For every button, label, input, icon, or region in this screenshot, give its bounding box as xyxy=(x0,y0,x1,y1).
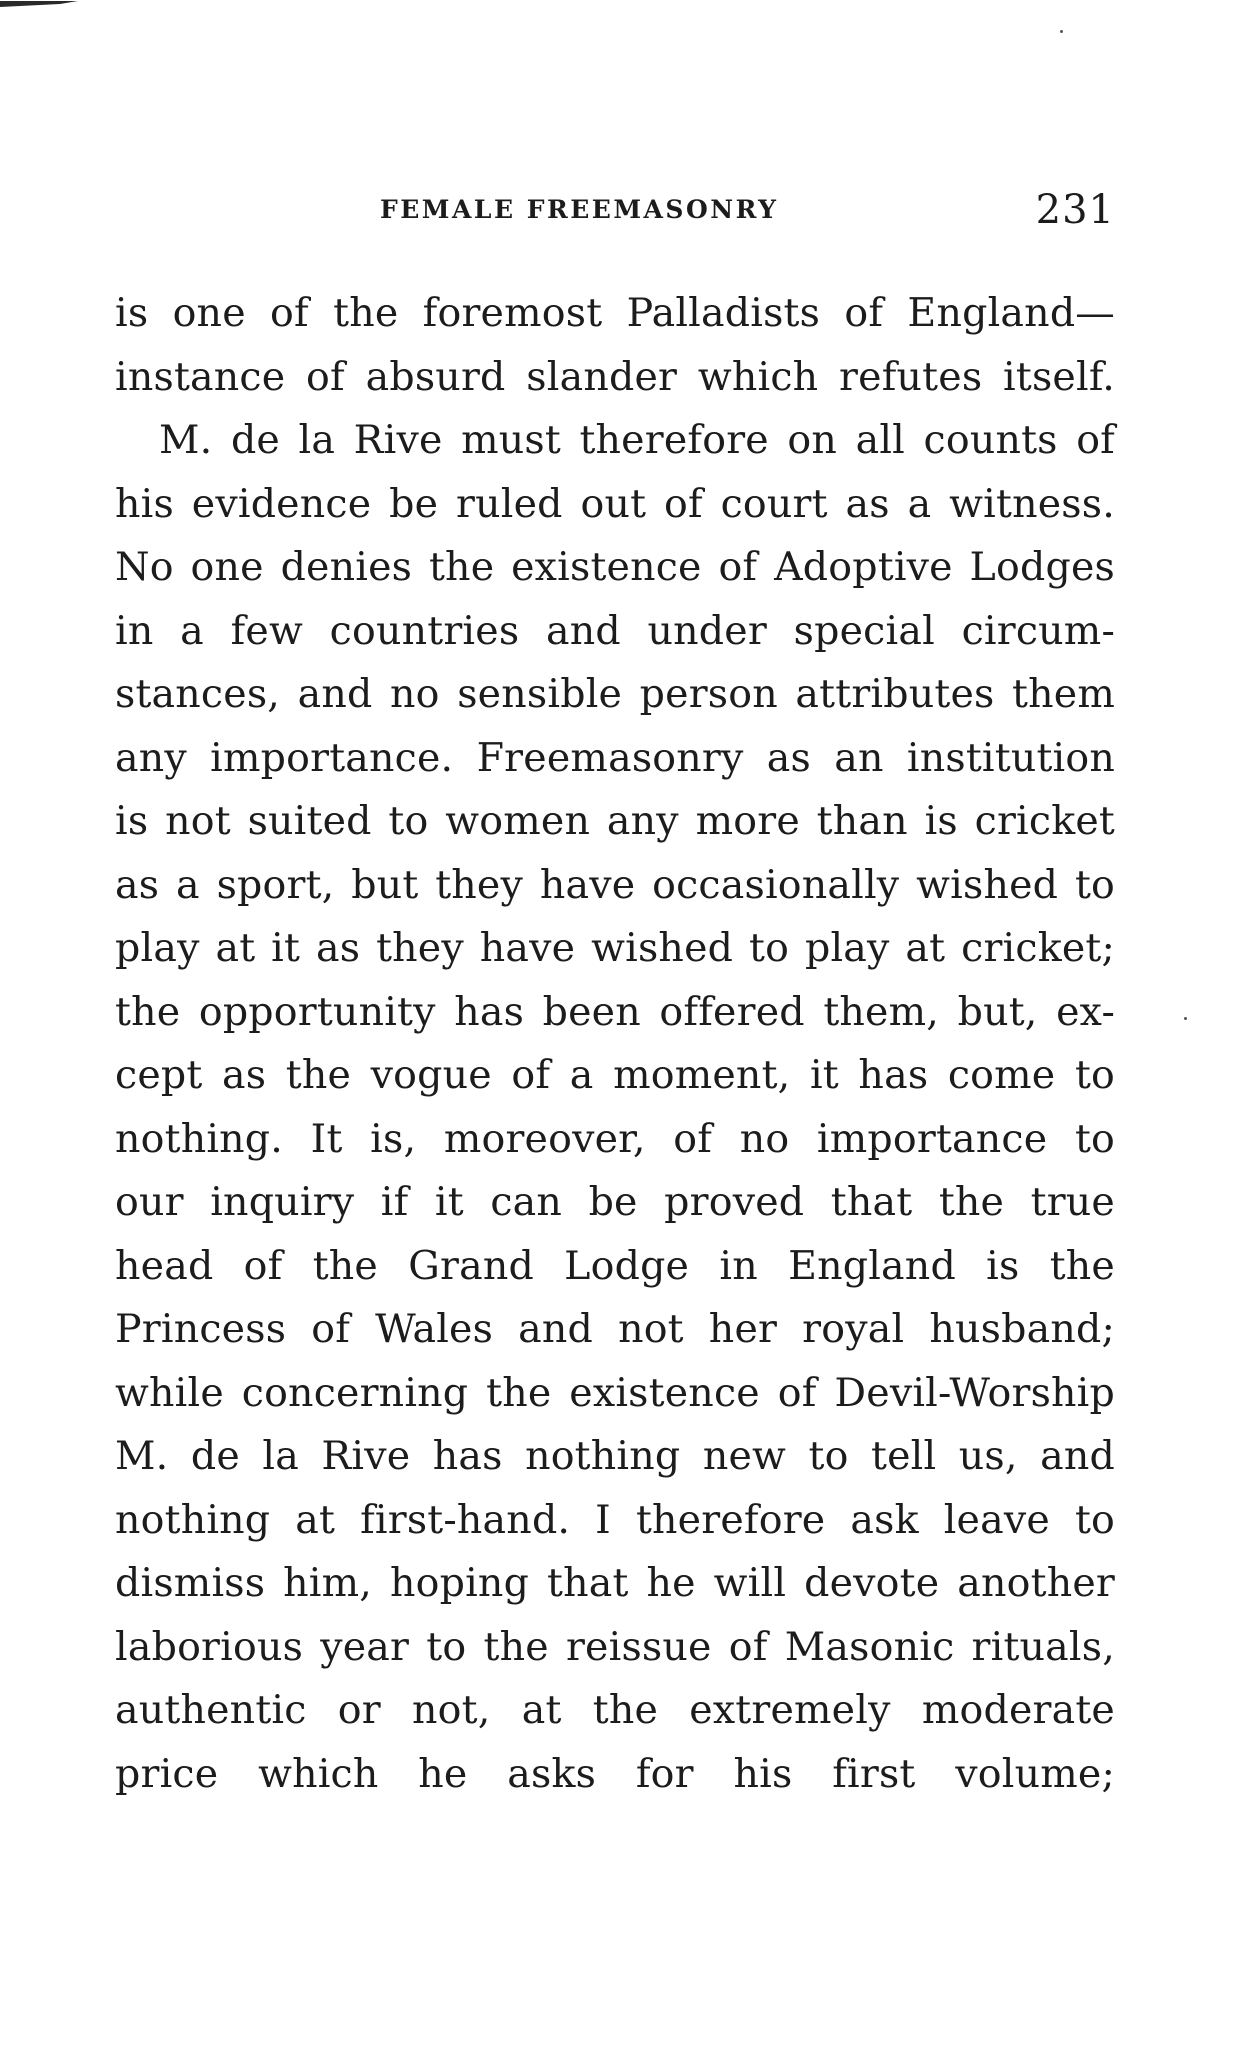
text-line: play at it as they have wished to play at cricket; xyxy=(115,925,1115,971)
text-line: dismiss him, hoping that he will devote another xyxy=(115,1560,1115,1606)
text-line: No one denies the existence of Adoptive Lodges xyxy=(115,544,1115,590)
text-line: instance of absurd slander which refutes itself. xyxy=(115,353,1115,400)
text-line: any importance. Freemasonry as an institution xyxy=(115,734,1115,781)
text-line: is one of the foremost Palladists of England— xyxy=(115,290,1115,336)
running-head xyxy=(115,187,1115,245)
text-line: the opportunity has been offered them, but, ex- xyxy=(115,988,1115,1035)
text-line: while concerning the existence of Devil-Worship xyxy=(115,1369,1115,1416)
text-line: authentic or not, at the extremely moderate xyxy=(115,1687,1115,1733)
scan-edge-mark xyxy=(0,0,78,8)
text-line: is not suited to women any more than is cricket xyxy=(115,798,1115,844)
text-line: nothing. It is, moreover, of no importance to xyxy=(115,1115,1115,1162)
body-text xyxy=(115,282,1115,1806)
scan-speck xyxy=(1184,1017,1187,1020)
paragraph-first-line: M. de la Rive must therefore on all counts of xyxy=(159,417,1115,463)
text-line: nothing at first-hand. I therefore ask leave to xyxy=(115,1496,1115,1543)
scan-speck xyxy=(1060,30,1063,33)
text-line: his evidence be ruled out of court as a witness. xyxy=(115,480,1115,527)
text-line: price which he asks for his first volume; xyxy=(115,1750,1115,1797)
text-line: Princess of Wales and not her royal husband; xyxy=(115,1306,1115,1352)
text-line: M. de la Rive has nothing new to tell us, and xyxy=(115,1433,1115,1479)
text-line: in a few countries and under special circum- xyxy=(115,607,1115,654)
page-number: 231 xyxy=(1035,187,1115,233)
text-line: laborious year to the reissue of Masonic rituals, xyxy=(115,1623,1115,1670)
text-line: stances, and no sensible person attributes them xyxy=(115,671,1115,717)
text-line: as a sport, but they have occasionally wished to xyxy=(115,861,1115,908)
running-title: FEMALE FREEMASONRY xyxy=(380,195,779,224)
text-line: head of the Grand Lodge in England is the xyxy=(115,1242,1115,1289)
text-line: our inquiry if it can be proved that the true xyxy=(115,1179,1115,1225)
text-line: cept as the vogue of a moment, it has come to xyxy=(115,1052,1115,1098)
